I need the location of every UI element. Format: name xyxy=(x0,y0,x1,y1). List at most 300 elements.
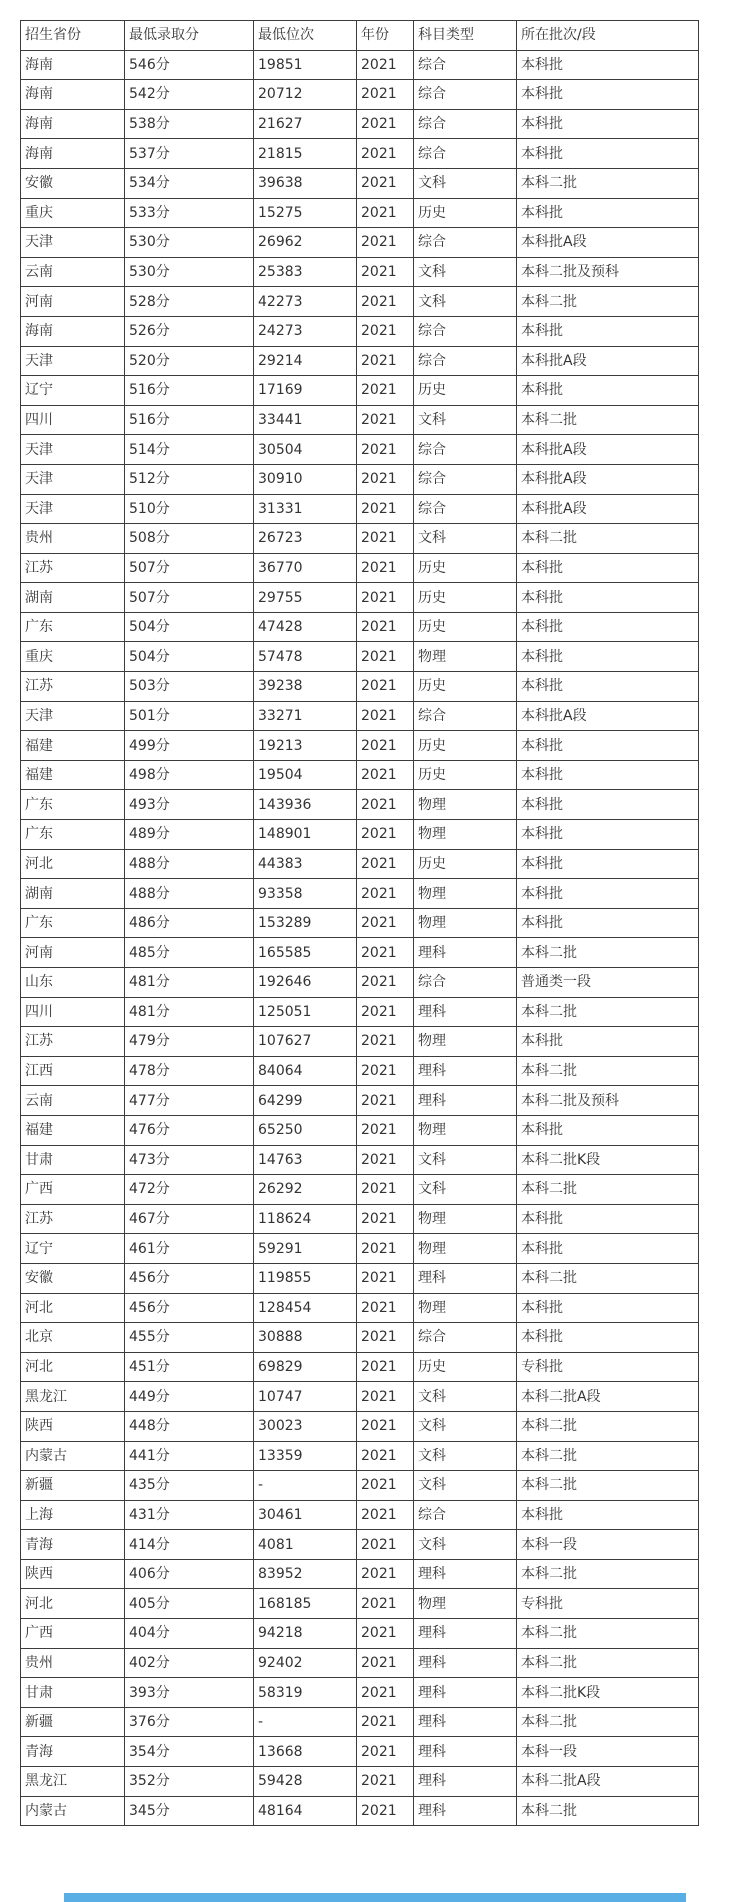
cell-year: 2021 xyxy=(357,287,414,317)
cell-min-score: 528分 xyxy=(125,287,254,317)
cell-min-score: 507分 xyxy=(125,553,254,583)
cell-subject-type: 理科 xyxy=(414,1086,517,1116)
table-row xyxy=(21,435,699,465)
cell-year: 2021 xyxy=(357,731,414,761)
cell-min-score: 512分 xyxy=(125,464,254,494)
table-row xyxy=(21,376,699,406)
table-row xyxy=(21,1796,699,1826)
cell-min-score: 402分 xyxy=(125,1648,254,1678)
header-subject-type: 科目类型 xyxy=(414,21,517,51)
cell-batch: 本科二批及预科 xyxy=(517,257,699,287)
section-heading-bar xyxy=(64,1893,686,1902)
cell-min-rank: 26723 xyxy=(254,524,357,554)
cell-min-score: 510分 xyxy=(125,494,254,524)
cell-year: 2021 xyxy=(357,583,414,613)
cell-subject-type: 物理 xyxy=(414,820,517,850)
table-row xyxy=(21,1293,699,1323)
cell-min-score: 498分 xyxy=(125,760,254,790)
table-row xyxy=(21,405,699,435)
cell-min-rank: 15275 xyxy=(254,198,357,228)
cell-year: 2021 xyxy=(357,346,414,376)
cell-subject-type: 历史 xyxy=(414,760,517,790)
cell-batch: 本科批 xyxy=(517,908,699,938)
cell-subject-type: 物理 xyxy=(414,879,517,909)
cell-subject-type: 物理 xyxy=(414,790,517,820)
cell-min-rank: 64299 xyxy=(254,1086,357,1116)
header-min-score: 最低录取分 xyxy=(125,21,254,51)
cell-year: 2021 xyxy=(357,376,414,406)
cell-year: 2021 xyxy=(357,1204,414,1234)
cell-min-rank: 10747 xyxy=(254,1382,357,1412)
cell-province: 天津 xyxy=(21,228,125,258)
cell-min-score: 503分 xyxy=(125,672,254,702)
cell-min-score: 406分 xyxy=(125,1559,254,1589)
cell-min-score: 476分 xyxy=(125,1115,254,1145)
table-row xyxy=(21,938,699,968)
cell-subject-type: 综合 xyxy=(414,701,517,731)
cell-province: 海南 xyxy=(21,139,125,169)
cell-province: 陕西 xyxy=(21,1411,125,1441)
cell-subject-type: 综合 xyxy=(414,316,517,346)
cell-year: 2021 xyxy=(357,1648,414,1678)
table-row xyxy=(21,731,699,761)
cell-min-score: 449分 xyxy=(125,1382,254,1412)
cell-subject-type: 文科 xyxy=(414,287,517,317)
cell-year: 2021 xyxy=(357,1589,414,1619)
cell-min-score: 448分 xyxy=(125,1411,254,1441)
cell-subject-type: 理科 xyxy=(414,1796,517,1826)
cell-batch: 本科二批 xyxy=(517,1559,699,1589)
cell-min-score: 405分 xyxy=(125,1589,254,1619)
table-row xyxy=(21,228,699,258)
header-province: 招生省份 xyxy=(21,21,125,51)
table-row xyxy=(21,1471,699,1501)
cell-province: 海南 xyxy=(21,316,125,346)
cell-batch: 本科批 xyxy=(517,109,699,139)
cell-min-score: 526分 xyxy=(125,316,254,346)
cell-subject-type: 理科 xyxy=(414,1559,517,1589)
cell-year: 2021 xyxy=(357,1145,414,1175)
cell-subject-type: 理科 xyxy=(414,997,517,1027)
cell-batch: 本科批 xyxy=(517,376,699,406)
cell-province: 青海 xyxy=(21,1530,125,1560)
cell-min-rank: 48164 xyxy=(254,1796,357,1826)
cell-province: 江苏 xyxy=(21,1027,125,1057)
cell-subject-type: 综合 xyxy=(414,464,517,494)
cell-min-score: 546分 xyxy=(125,50,254,80)
cell-min-rank: 13668 xyxy=(254,1737,357,1767)
cell-subject-type: 文科 xyxy=(414,1145,517,1175)
cell-province: 四川 xyxy=(21,997,125,1027)
cell-subject-type: 综合 xyxy=(414,1500,517,1530)
cell-province: 河南 xyxy=(21,938,125,968)
cell-min-rank: 128454 xyxy=(254,1293,357,1323)
cell-batch: 本科二批 xyxy=(517,938,699,968)
table-row xyxy=(21,1056,699,1086)
cell-min-rank: 65250 xyxy=(254,1115,357,1145)
table-row xyxy=(21,701,699,731)
cell-min-rank: 39638 xyxy=(254,168,357,198)
table-row xyxy=(21,1175,699,1205)
cell-batch: 本科批 xyxy=(517,583,699,613)
cell-province: 湖南 xyxy=(21,879,125,909)
cell-subject-type: 物理 xyxy=(414,642,517,672)
cell-subject-type: 综合 xyxy=(414,109,517,139)
cell-batch: 本科批 xyxy=(517,1500,699,1530)
cell-batch: 本科批 xyxy=(517,553,699,583)
table-header-row xyxy=(21,21,699,51)
cell-min-rank: 92402 xyxy=(254,1648,357,1678)
table-row xyxy=(21,1707,699,1737)
cell-subject-type: 文科 xyxy=(414,1411,517,1441)
cell-year: 2021 xyxy=(357,80,414,110)
table-row xyxy=(21,316,699,346)
cell-year: 2021 xyxy=(357,1441,414,1471)
cell-batch: 本科批 xyxy=(517,612,699,642)
cell-year: 2021 xyxy=(357,1678,414,1708)
cell-min-score: 393分 xyxy=(125,1678,254,1708)
cell-province: 山东 xyxy=(21,968,125,998)
table-row xyxy=(21,1382,699,1412)
cell-batch: 本科批 xyxy=(517,790,699,820)
cell-year: 2021 xyxy=(357,1471,414,1501)
cell-min-score: 352分 xyxy=(125,1767,254,1797)
cell-subject-type: 物理 xyxy=(414,1234,517,1264)
cell-subject-type: 综合 xyxy=(414,1323,517,1353)
cell-province: 广东 xyxy=(21,820,125,850)
cell-min-rank: 93358 xyxy=(254,879,357,909)
cell-province: 福建 xyxy=(21,1115,125,1145)
cell-batch: 本科二批A段 xyxy=(517,1382,699,1412)
cell-min-score: 520分 xyxy=(125,346,254,376)
cell-subject-type: 物理 xyxy=(414,1293,517,1323)
cell-min-rank: 14763 xyxy=(254,1145,357,1175)
table-row xyxy=(21,198,699,228)
cell-min-rank: 58319 xyxy=(254,1678,357,1708)
cell-year: 2021 xyxy=(357,316,414,346)
cell-batch: 本科二批 xyxy=(517,997,699,1027)
cell-min-rank: 143936 xyxy=(254,790,357,820)
cell-min-score: 456分 xyxy=(125,1293,254,1323)
cell-year: 2021 xyxy=(357,1027,414,1057)
cell-batch: 本科批 xyxy=(517,80,699,110)
cell-batch: 专科批 xyxy=(517,1589,699,1619)
header-batch: 所在批次/段 xyxy=(517,21,699,51)
cell-batch: 本科批A段 xyxy=(517,701,699,731)
cell-min-rank: 84064 xyxy=(254,1056,357,1086)
cell-year: 2021 xyxy=(357,1234,414,1264)
cell-subject-type: 文科 xyxy=(414,1175,517,1205)
cell-subject-type: 文科 xyxy=(414,257,517,287)
cell-year: 2021 xyxy=(357,494,414,524)
cell-year: 2021 xyxy=(357,760,414,790)
table-row xyxy=(21,1648,699,1678)
cell-subject-type: 理科 xyxy=(414,1678,517,1708)
cell-min-rank: 125051 xyxy=(254,997,357,1027)
table-row xyxy=(21,1678,699,1708)
cell-year: 2021 xyxy=(357,612,414,642)
cell-subject-type: 历史 xyxy=(414,198,517,228)
cell-province: 辽宁 xyxy=(21,1234,125,1264)
cell-min-score: 507分 xyxy=(125,583,254,613)
header-year: 年份 xyxy=(357,21,414,51)
cell-batch: 本科批 xyxy=(517,1115,699,1145)
cell-subject-type: 文科 xyxy=(414,168,517,198)
cell-batch: 本科批 xyxy=(517,1293,699,1323)
cell-province: 上海 xyxy=(21,1500,125,1530)
cell-province: 贵州 xyxy=(21,1648,125,1678)
cell-year: 2021 xyxy=(357,50,414,80)
cell-year: 2021 xyxy=(357,1707,414,1737)
cell-batch: 普通类一段 xyxy=(517,968,699,998)
cell-min-rank: 13359 xyxy=(254,1441,357,1471)
cell-province: 新疆 xyxy=(21,1707,125,1737)
cell-subject-type: 物理 xyxy=(414,1204,517,1234)
cell-year: 2021 xyxy=(357,524,414,554)
cell-subject-type: 文科 xyxy=(414,1471,517,1501)
cell-province: 新疆 xyxy=(21,1471,125,1501)
cell-year: 2021 xyxy=(357,1559,414,1589)
cell-min-rank: 168185 xyxy=(254,1589,357,1619)
cell-year: 2021 xyxy=(357,168,414,198)
cell-batch: 本科批 xyxy=(517,1204,699,1234)
cell-min-score: 435分 xyxy=(125,1471,254,1501)
cell-min-rank: - xyxy=(254,1707,357,1737)
cell-year: 2021 xyxy=(357,701,414,731)
cell-year: 2021 xyxy=(357,1175,414,1205)
cell-year: 2021 xyxy=(357,198,414,228)
cell-min-rank: 107627 xyxy=(254,1027,357,1057)
cell-year: 2021 xyxy=(357,1530,414,1560)
header-min-rank: 最低位次 xyxy=(254,21,357,51)
cell-min-score: 354分 xyxy=(125,1737,254,1767)
cell-year: 2021 xyxy=(357,435,414,465)
cell-batch: 本科批 xyxy=(517,1323,699,1353)
table-row xyxy=(21,997,699,1027)
table-row xyxy=(21,287,699,317)
cell-year: 2021 xyxy=(357,1352,414,1382)
cell-year: 2021 xyxy=(357,139,414,169)
cell-batch: 本科批 xyxy=(517,731,699,761)
cell-province: 河北 xyxy=(21,1589,125,1619)
cell-subject-type: 理科 xyxy=(414,1056,517,1086)
cell-province: 内蒙古 xyxy=(21,1796,125,1826)
admission-scores-table-wrapper xyxy=(20,20,698,1826)
cell-min-score: 516分 xyxy=(125,376,254,406)
cell-province: 广西 xyxy=(21,1619,125,1649)
cell-subject-type: 历史 xyxy=(414,376,517,406)
cell-year: 2021 xyxy=(357,228,414,258)
table-row xyxy=(21,879,699,909)
table-row xyxy=(21,1619,699,1649)
table-row xyxy=(21,257,699,287)
cell-min-rank: 19851 xyxy=(254,50,357,80)
cell-min-rank: 30023 xyxy=(254,1411,357,1441)
cell-year: 2021 xyxy=(357,642,414,672)
cell-min-rank: 19504 xyxy=(254,760,357,790)
table-row xyxy=(21,1234,699,1264)
cell-min-rank: - xyxy=(254,1471,357,1501)
cell-province: 福建 xyxy=(21,731,125,761)
cell-subject-type: 综合 xyxy=(414,50,517,80)
cell-year: 2021 xyxy=(357,109,414,139)
cell-year: 2021 xyxy=(357,1737,414,1767)
cell-min-rank: 118624 xyxy=(254,1204,357,1234)
cell-min-score: 473分 xyxy=(125,1145,254,1175)
cell-min-score: 504分 xyxy=(125,612,254,642)
cell-min-score: 493分 xyxy=(125,790,254,820)
cell-min-rank: 33271 xyxy=(254,701,357,731)
cell-province: 四川 xyxy=(21,405,125,435)
cell-min-score: 455分 xyxy=(125,1323,254,1353)
table-row xyxy=(21,1530,699,1560)
cell-min-rank: 29755 xyxy=(254,583,357,613)
cell-year: 2021 xyxy=(357,1263,414,1293)
cell-province: 天津 xyxy=(21,464,125,494)
table-row xyxy=(21,1263,699,1293)
cell-province: 天津 xyxy=(21,701,125,731)
cell-batch: 本科批A段 xyxy=(517,464,699,494)
cell-year: 2021 xyxy=(357,820,414,850)
cell-subject-type: 理科 xyxy=(414,1767,517,1797)
cell-year: 2021 xyxy=(357,968,414,998)
table-row xyxy=(21,968,699,998)
table-row xyxy=(21,820,699,850)
cell-province: 内蒙古 xyxy=(21,1441,125,1471)
table-row xyxy=(21,1500,699,1530)
cell-min-rank: 19213 xyxy=(254,731,357,761)
cell-batch: 本科一段 xyxy=(517,1737,699,1767)
cell-min-rank: 44383 xyxy=(254,849,357,879)
cell-province: 福建 xyxy=(21,760,125,790)
cell-province: 广东 xyxy=(21,908,125,938)
cell-min-score: 461分 xyxy=(125,1234,254,1264)
cell-province: 海南 xyxy=(21,80,125,110)
cell-min-rank: 26962 xyxy=(254,228,357,258)
cell-batch: 本科二批 xyxy=(517,405,699,435)
cell-batch: 本科批 xyxy=(517,849,699,879)
cell-province: 辽宁 xyxy=(21,376,125,406)
cell-province: 江苏 xyxy=(21,672,125,702)
cell-province: 湖南 xyxy=(21,583,125,613)
cell-year: 2021 xyxy=(357,1796,414,1826)
cell-min-score: 456分 xyxy=(125,1263,254,1293)
cell-subject-type: 历史 xyxy=(414,1352,517,1382)
table-row xyxy=(21,109,699,139)
table-row xyxy=(21,168,699,198)
cell-subject-type: 理科 xyxy=(414,1707,517,1737)
cell-min-score: 533分 xyxy=(125,198,254,228)
cell-min-rank: 21627 xyxy=(254,109,357,139)
cell-year: 2021 xyxy=(357,879,414,909)
cell-batch: 本科二批 xyxy=(517,1648,699,1678)
cell-batch: 本科二批 xyxy=(517,287,699,317)
cell-year: 2021 xyxy=(357,1500,414,1530)
cell-min-rank: 42273 xyxy=(254,287,357,317)
cell-min-rank: 30910 xyxy=(254,464,357,494)
cell-year: 2021 xyxy=(357,257,414,287)
cell-batch: 本科二批K段 xyxy=(517,1678,699,1708)
cell-province: 黑龙江 xyxy=(21,1382,125,1412)
cell-min-score: 504分 xyxy=(125,642,254,672)
cell-batch: 本科二批及预科 xyxy=(517,1086,699,1116)
cell-min-score: 542分 xyxy=(125,80,254,110)
cell-subject-type: 理科 xyxy=(414,1263,517,1293)
cell-province: 江西 xyxy=(21,1056,125,1086)
cell-batch: 本科批 xyxy=(517,760,699,790)
cell-year: 2021 xyxy=(357,908,414,938)
cell-min-score: 479分 xyxy=(125,1027,254,1057)
cell-min-rank: 24273 xyxy=(254,316,357,346)
cell-min-rank: 153289 xyxy=(254,908,357,938)
cell-min-score: 478分 xyxy=(125,1056,254,1086)
cell-min-rank: 59291 xyxy=(254,1234,357,1264)
cell-batch: 本科二批 xyxy=(517,1707,699,1737)
cell-province: 天津 xyxy=(21,494,125,524)
cell-min-rank: 4081 xyxy=(254,1530,357,1560)
cell-province: 重庆 xyxy=(21,642,125,672)
cell-min-score: 508分 xyxy=(125,524,254,554)
table-row xyxy=(21,50,699,80)
table-row xyxy=(21,464,699,494)
cell-min-rank: 192646 xyxy=(254,968,357,998)
cell-subject-type: 历史 xyxy=(414,849,517,879)
table-row xyxy=(21,1411,699,1441)
cell-batch: 本科批A段 xyxy=(517,435,699,465)
cell-province: 云南 xyxy=(21,257,125,287)
cell-min-rank: 59428 xyxy=(254,1767,357,1797)
table-row xyxy=(21,1352,699,1382)
cell-min-score: 481分 xyxy=(125,968,254,998)
cell-min-score: 488分 xyxy=(125,849,254,879)
cell-min-rank: 57478 xyxy=(254,642,357,672)
table-row xyxy=(21,1086,699,1116)
table-body xyxy=(21,21,699,1826)
cell-batch: 本科二批 xyxy=(517,524,699,554)
cell-subject-type: 综合 xyxy=(414,228,517,258)
cell-batch: 本科二批A段 xyxy=(517,1767,699,1797)
cell-min-rank: 29214 xyxy=(254,346,357,376)
cell-province: 贵州 xyxy=(21,524,125,554)
cell-province: 广东 xyxy=(21,790,125,820)
cell-min-score: 530分 xyxy=(125,257,254,287)
cell-subject-type: 文科 xyxy=(414,524,517,554)
cell-batch: 本科二批 xyxy=(517,1441,699,1471)
cell-min-rank: 165585 xyxy=(254,938,357,968)
cell-province: 安徽 xyxy=(21,168,125,198)
cell-batch: 本科二批K段 xyxy=(517,1145,699,1175)
cell-min-rank: 47428 xyxy=(254,612,357,642)
cell-min-score: 501分 xyxy=(125,701,254,731)
cell-subject-type: 综合 xyxy=(414,139,517,169)
cell-province: 陕西 xyxy=(21,1559,125,1589)
cell-province: 河北 xyxy=(21,849,125,879)
cell-subject-type: 物理 xyxy=(414,1589,517,1619)
cell-min-rank: 30504 xyxy=(254,435,357,465)
table-row xyxy=(21,612,699,642)
cell-batch: 本科二批 xyxy=(517,1619,699,1649)
cell-min-rank: 20712 xyxy=(254,80,357,110)
cell-min-rank: 36770 xyxy=(254,553,357,583)
cell-min-rank: 30888 xyxy=(254,1323,357,1353)
table-row xyxy=(21,760,699,790)
cell-min-rank: 83952 xyxy=(254,1559,357,1589)
cell-batch: 本科批 xyxy=(517,50,699,80)
cell-batch: 本科二批 xyxy=(517,1411,699,1441)
cell-min-score: 441分 xyxy=(125,1441,254,1471)
cell-subject-type: 历史 xyxy=(414,553,517,583)
table-row xyxy=(21,139,699,169)
